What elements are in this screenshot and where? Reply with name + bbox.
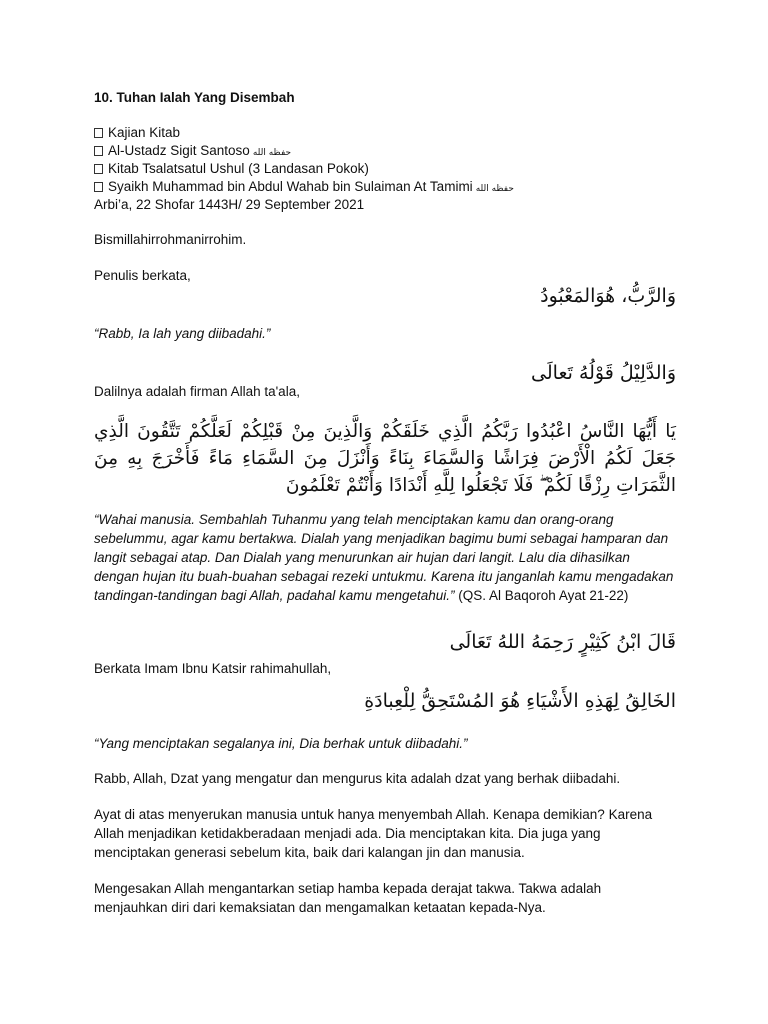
arabic-quote-2: وَالدَّلِيْلُ قَوْلُهُ تَعالَى <box>531 362 676 384</box>
arabic-quote-1: وَالرَّبُّ، هُوَالمَعْبُودُ <box>540 285 676 307</box>
arabic-quote-4: الخَالِقُ لِهَذِهِ الأَشْيَاءِ هُوَ المُسْتَحِقُّ لِلْعِبادَةِ <box>364 690 676 712</box>
meta-kajian: Kajian Kitab <box>94 124 180 142</box>
checkbox-bullet-icon <box>94 146 103 156</box>
meta-author: Syaikh Muhammad bin Abdul Wahab bin Sulaiman At Tamimi حفظه الله <box>94 178 514 198</box>
ibnu-katsir-intro: Berkata Imam Ibnu Katsir rahimahullah, <box>94 661 332 676</box>
paragraph-1: Rabb, Allah, Dzat yang mengatur dan mengurus kita adalah dzat yang berhak diibadahi. <box>94 771 621 786</box>
translation-3: “Yang menciptakan segalanya ini, Dia berhak untuk diibadahi.” <box>94 736 468 751</box>
basmalah: Bismillahirrohmanirrohim. <box>94 232 247 247</box>
quran-ayah: يَا أَيُّهَا النَّاسُ اعْبُدُوا رَبَّكُمُ الَّذِي خَلَقَكُمْ وَالَّذِينَ مِنْ قَبْلِكُمْ لَعَلَّكُمْ تَتَّقُونَ الَّذِي جَعَلَ لَكُمُ الْأَرْضَ فِرَاشًا وَالسَّمَاءَ بِنَاءً وَأَنْزَلَ مِنَ السَّمَاءِ مَاءً فَأَخْرَجَ بِهِ مِنَ الثَّمَرَاتِ رِزْقًا لَكُمْ ۖ فَلَا تَجْعَلُوا لِلَّهِ أَنْدَادًا وَأَنْتُمْ تَعْلَمُونَ <box>94 421 676 496</box>
meta-date: Arbi’a, 22 Shofar 1443H/ 29 September 2021 <box>94 197 365 212</box>
translation-1: “Rabb, Ia lah yang diibadahi.” <box>94 326 271 341</box>
translation-2: “Wahai manusia. Sembahlah Tuhanmu yang telah menciptakan kamu dan orang-orang sebelummu, agar kamu bertakwa. Dialah yang menjadikan bagimu bumi sebagai hamparan dan langit sebagai atap. Dan Dialah yang menurunkan air hujan dari langit. Lalu dia dihasilkan dengan hujan itu buah-buahan sebagai rezeki untukmu. Karena itu janganlah kamu mengadakan tandingan-tandingan bagi Allah, padahal kamu mengetahui.” (QS. Al Baqoroh Ayat 21-22) <box>94 512 674 603</box>
paragraph-3: Mengesakan Allah mengantarkan setiap hamba kepada derajat takwa. Takwa adalah menjauhkan diri dari kemaksiatan dan mengamalkan ketaatan kepada-Nya. <box>94 881 602 915</box>
quran-reference: (QS. Al Baqoroh Ayat 21-22) <box>454 588 629 603</box>
arabic-quote-3: قَالَ ابْنُ كَثِيْرٍ رَحِمَهُ اللهُ تَعَالَى <box>449 631 676 653</box>
honorific: حفظه الله <box>475 184 514 194</box>
paragraph-2: Ayat di atas menyerukan manusia untuk hanya menyembah Allah. Kenapa demikian? Karena Allah menjadikan ketidakberadaan menjadi ada. Dia menciptakan kita. Dia juga yang menciptakan generasi sebelum kita, baik dari kalangan jin dan manusia. <box>94 807 653 860</box>
penulis-text: Penulis berkata, <box>94 268 191 283</box>
checkbox-bullet-icon <box>94 128 103 138</box>
checkbox-bullet-icon <box>94 182 103 192</box>
meta-ustadz: Al-Ustadz Sigit Santoso حفظه الله <box>94 142 291 162</box>
meta-kitab: Kitab Tsalatsatul Ushul (3 Landasan Pokok) <box>94 160 369 178</box>
honorific: حفظه الله <box>252 148 292 158</box>
dalil-intro: Dalilnya adalah firman Allah ta'ala, <box>94 384 300 399</box>
page-title: 10. Tuhan Ialah Yang Disembah <box>94 90 295 105</box>
checkbox-bullet-icon <box>94 164 103 174</box>
